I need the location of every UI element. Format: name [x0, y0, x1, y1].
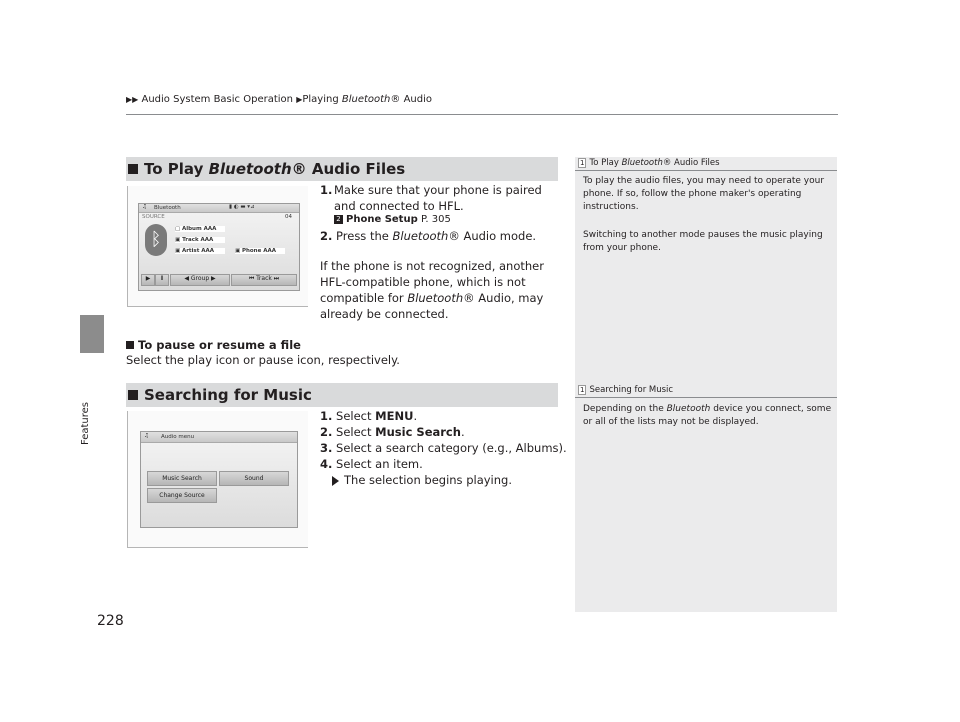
section-square-icon — [128, 164, 138, 174]
breadcrumb-part-2-rest: ® Audio — [390, 94, 432, 105]
note-1-title-post: ® Audio Files — [662, 158, 720, 168]
subsection-title: To pause or resume a file — [138, 338, 301, 352]
note-2-post: device you connect, some or all of the lists may not be displayed. — [583, 404, 832, 427]
phone-setup-reference[interactable] — [334, 214, 451, 225]
bluetooth-screen — [138, 203, 300, 291]
search-step-2-pre: Select — [336, 425, 376, 439]
section1-title-pre: To Play — [144, 160, 209, 178]
search-step-1 — [320, 408, 560, 424]
step-1-text: Make sure that your phone is paired and connected to HFL. — [334, 183, 542, 213]
search-step-2 — [320, 424, 560, 440]
search-result-text: The selection begins playing. — [344, 473, 512, 487]
status-icons: ▮ ◐ ▬ ▾⊿ — [229, 204, 255, 210]
screen-title: Bluetooth — [154, 205, 181, 211]
breadcrumb-part-1: Audio System Basic Operation — [141, 94, 293, 105]
chapter-label — [80, 402, 94, 472]
breadcrumb — [126, 94, 432, 105]
pause-button[interactable]: Ⅱ — [155, 274, 169, 286]
search-step-2-post: . — [460, 425, 465, 439]
step-2-num: 2. — [320, 229, 333, 243]
bluetooth-screen-figure — [127, 186, 308, 307]
hfl-note-paragraph — [320, 258, 554, 322]
section1-title-post: ® Audio Files — [291, 160, 406, 178]
section-header-bluetooth-audio — [126, 157, 558, 181]
chapter-tab-marker — [80, 315, 104, 353]
audio-menu-figure — [127, 411, 308, 548]
double-arrow-icon: ▶▶ — [126, 95, 139, 104]
search-step-1-pre: Select — [336, 409, 376, 423]
menu-title: Audio menu — [161, 434, 195, 440]
search-result — [320, 472, 560, 488]
note-1-paragraph-1: To play the audio files, you may need to operate your phone. If so, follow the phone maker's operating instructions. — [583, 176, 825, 212]
step-2-pre: Press the — [336, 229, 393, 243]
note-1-paragraph-2: Switching to another mode pauses the music playing from your phone. — [583, 230, 823, 253]
section1-title-italic: Bluetooth — [208, 160, 292, 178]
track-count: 04 — [285, 214, 292, 220]
note-1-title — [578, 158, 720, 168]
note-2-title — [578, 385, 673, 395]
source-label: SOURCE — [142, 214, 165, 220]
sound-button[interactable]: Sound — [219, 471, 289, 486]
note-2-title-text: Searching for Music — [589, 385, 674, 395]
subsection-pause-resume — [126, 338, 301, 352]
audio-menu-screen — [140, 431, 298, 528]
track-name: Track AAA — [182, 237, 214, 243]
search-step-1-post: . — [413, 409, 418, 423]
reference-label: Phone Setup — [346, 214, 418, 225]
subsection-square-icon — [126, 341, 134, 349]
step-1-num: 1. — [320, 183, 333, 197]
music-note-icon: ♫ — [142, 204, 147, 210]
search-step-3-num: 3. — [320, 441, 333, 455]
note-icon: 1 — [580, 159, 585, 167]
note-1-title-italic: Bluetooth — [621, 158, 663, 168]
note-1-rule — [575, 170, 837, 171]
para-italic: Bluetooth — [407, 291, 464, 305]
change-source-button[interactable]: Change Source — [147, 488, 217, 503]
search-step-1-num: 1. — [320, 409, 333, 423]
breadcrumb-part-2: Playing — [302, 94, 342, 105]
track-control[interactable]: ⏮ Track ⏭ — [231, 274, 297, 286]
note-1-title-pre: To Play — [589, 158, 622, 168]
search-step-4-num: 4. — [320, 457, 333, 471]
play-button[interactable]: ▶ — [141, 274, 155, 286]
section-header-searching-music — [126, 383, 558, 407]
group-label: Group — [190, 275, 210, 282]
artist-name: Artist AAA — [181, 248, 215, 254]
note-2-rule — [575, 397, 837, 398]
artist-row: ▣ Artist AAA — [175, 248, 225, 254]
search-step-2-bold: Music Search — [375, 425, 461, 439]
phone-name: Phone AAA — [241, 248, 277, 254]
arrow-icon: ▶ — [296, 95, 303, 104]
search-steps — [320, 408, 567, 488]
search-step-3-text: Select a search category (e.g., Albums). — [336, 441, 567, 455]
music-search-button[interactable]: Music Search — [147, 471, 217, 486]
search-step-4 — [320, 456, 560, 472]
page-number: 228 — [97, 613, 124, 629]
note-icon: 1 — [580, 386, 585, 394]
chapter-label-text: Features — [80, 402, 91, 445]
step-2 — [320, 228, 552, 244]
music-note-icon: ♫ — [144, 433, 149, 439]
search-step-1-bold: MENU — [375, 409, 414, 423]
search-step-4-text: Select an item. — [336, 457, 423, 471]
step-2-italic: Bluetooth — [392, 229, 449, 243]
search-step-2-num: 2. — [320, 425, 333, 439]
group-control[interactable]: ◀ Group ▶ — [170, 274, 230, 286]
reference-page: P. 305 — [420, 214, 451, 225]
track-row: ▣ Track AAA — [175, 237, 225, 243]
track-label: Track — [256, 275, 272, 282]
note-2-paragraph — [583, 403, 833, 429]
reference-arrow-icon: 2 — [334, 215, 343, 224]
note-2-pre: Depending on the — [583, 404, 667, 414]
bluetooth-logo-icon: ᛒ — [145, 224, 167, 256]
step-1 — [320, 182, 552, 214]
subsection-text: Select the play icon or pause icon, respectively. — [126, 353, 400, 367]
result-arrow-icon — [332, 476, 339, 486]
section-square-icon — [128, 390, 138, 400]
search-step-3 — [320, 440, 567, 456]
album-row: ▢ Album AAA — [175, 226, 225, 232]
para-post: ® Audio, may already be connected. — [320, 291, 544, 321]
album-name: Album AAA — [181, 226, 217, 232]
note-2-italic: Bluetooth — [666, 404, 711, 414]
breadcrumb-part-2-italic: Bluetooth — [341, 94, 391, 105]
phone-row: ▣ Phone AAA — [235, 248, 285, 254]
section2-title: Searching for Music — [144, 386, 312, 404]
header-rule — [126, 114, 838, 115]
para-pre: If the phone is not recognized, another HFL-compatible phone, which is not compatible for — [320, 259, 544, 305]
step-2-post: ® Audio mode. — [448, 229, 537, 243]
